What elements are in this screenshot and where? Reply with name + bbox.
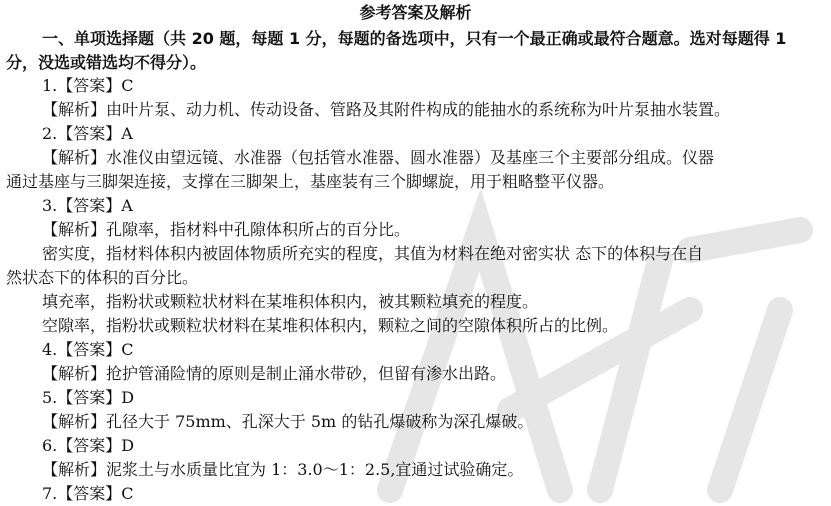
explanation-line-3: 【解析】孔隙率，指材料中孔隙体积所占的百分比。 bbox=[42, 220, 411, 239]
paragraph-void-rate: 空隙率，指粉状或颗粒状材料在某堆积体积内，颗粒之间的空隙体积所占的比例。 bbox=[42, 316, 619, 335]
explanation-line-1: 【解析】由叶片泵、动力机、传动设备、管路及其附件构成的能抽水的系统称为叶片泵抽水装置。 bbox=[42, 100, 731, 119]
answer-line-4: 4.【答案】C bbox=[42, 340, 134, 359]
answer-line-6: 6.【答案】D bbox=[42, 436, 135, 455]
answer-line-5: 5.【答案】D bbox=[42, 388, 135, 407]
answer-line-1: 1.【答案】C bbox=[42, 76, 134, 95]
section-heading-line2: 每题得 1 分，没选或错选均不得分）。 bbox=[6, 29, 787, 72]
paragraph-fill-rate: 填充率，指粉状或颗粒状材料在某堆积体积内，被其颗粒填充的程度。 bbox=[42, 292, 539, 311]
paragraph-density-a: 密实度，指材料体积内被固体物质所充实的程度，其值为材料在绝对密实状 态下的体积与在自 bbox=[42, 244, 704, 263]
explanation-line-4: 【解析】抢护管涌险情的原则是制止涌水带砂，但留有渗水出路。 bbox=[42, 364, 507, 383]
answer-line-7: 7.【答案】C bbox=[42, 484, 134, 503]
explanation-line-6: 【解析】泥浆土与水质量比宜为 1：3.0～1：2.5,宜通过试验确定。 bbox=[42, 460, 524, 479]
page-title: 参考答案及解析 bbox=[359, 3, 472, 22]
answer-line-3: 3.【答案】A bbox=[42, 196, 133, 215]
explanation-line-2a: 【解析】水准仪由望远镜、水准器（包括管水准器、圆水准器）及基座三个主要部分组成。仪器 bbox=[42, 148, 715, 167]
answer-line-2: 2.【答案】A bbox=[42, 124, 133, 143]
section-heading-line1: 一、单项选择题（共 20 题，每题 1 分，每题的备选项中，只有一个最正确或最符合题意。选对 bbox=[42, 29, 722, 48]
explanation-line-5: 【解析】孔径大于 75mm、孔深大于 5m 的钻孔爆破称为深孔爆破。 bbox=[42, 412, 534, 431]
section-heading bbox=[6, 27, 822, 75]
paragraph-density-b: 然状态下的体积的百分比。 bbox=[6, 268, 199, 287]
explanation-line-2b: 通过基座与三脚架连接，支撑在三脚架上，基座装有三个脚螺旋，用于粗略整平仪器。 bbox=[6, 172, 615, 191]
